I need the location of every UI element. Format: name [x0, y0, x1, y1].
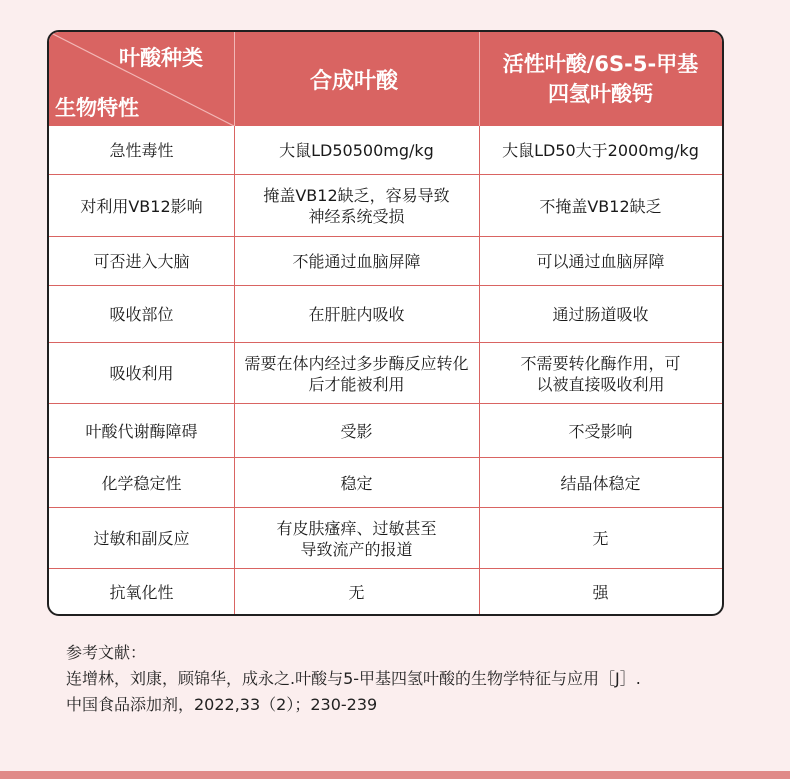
table-row: [49, 174, 722, 237]
table-row: [49, 507, 722, 569]
active-value: 结晶体稳定: [560, 473, 641, 493]
header-type-label: 叶酸种类: [119, 46, 203, 70]
synthetic-value: [234, 508, 479, 569]
active-value: 可以通过血脑屏障: [536, 252, 665, 271]
header-active-folate-text: 活性叶酸/6S-5-甲基四氢叶酸钙: [502, 52, 699, 106]
table-row: [49, 285, 722, 343]
references-title: 参考文献：: [66, 643, 147, 662]
active-value: 大鼠LD50大于2000mg/kg: [502, 140, 699, 160]
synthetic-value-text: 掩盖VB12缺乏，容易导致神经系统受损: [263, 186, 450, 226]
synthetic-value: 在肝脏内吸收: [308, 305, 405, 324]
synthetic-value: 无: [348, 582, 365, 602]
table-row: [49, 126, 722, 174]
comparison-table: [47, 30, 724, 616]
synthetic-value-text: 有皮肤瘙痒、过敏甚至导致流产的报道: [276, 518, 437, 559]
table-header: [49, 32, 722, 126]
row-label: 抗氧化性: [109, 582, 174, 602]
row-label: 过敏和副反应: [93, 529, 190, 548]
table-row: [49, 342, 722, 404]
row-label: 对利用VB12影响: [80, 196, 203, 216]
table-row: [49, 403, 722, 458]
reference-line: 中国食品添加剂，2022,33（2）；230-239: [66, 695, 378, 714]
header-property-label: 生物特性: [55, 96, 139, 120]
synthetic-value-text: 需要在体内经过多步酶反应转化后才能被利用: [244, 353, 469, 394]
active-value: [479, 343, 722, 404]
header-active-folate: [479, 32, 722, 126]
row-label: 吸收利用: [109, 364, 174, 383]
row-label: 叶酸代谢酶障碍: [85, 421, 198, 441]
active-value: 不掩盖VB12缺乏: [539, 196, 662, 216]
active-value-text: 不需要转化酶作用，可以被直接吸收利用: [520, 353, 681, 394]
row-label: 可否进入大脑: [93, 252, 190, 271]
synthetic-value: [234, 175, 479, 237]
synthetic-value: 稳定: [340, 473, 373, 493]
synthetic-value: 大鼠LD50500mg/kg: [279, 140, 434, 160]
table-row: [49, 457, 722, 508]
reference-line: 连增林，刘康，顾锦华，成永之.叶酸与5-甲基四氢叶酸的生物学特征与应用［J］.: [66, 669, 641, 688]
row-label: 吸收部位: [109, 305, 174, 324]
header-synthetic-folate: 合成叶酸: [309, 68, 398, 94]
active-value: 强: [592, 582, 609, 602]
bottom-accent-bar: [0, 771, 790, 779]
active-value: 无: [592, 529, 609, 548]
active-value: 通过肠道吸收: [552, 305, 649, 324]
table-row: [49, 568, 722, 615]
synthetic-value: [234, 343, 479, 404]
row-label: 急性毒性: [109, 140, 174, 160]
synthetic-value: 不能通过血脑屏障: [292, 252, 421, 271]
column-divider: [234, 126, 235, 614]
row-label: 化学稳定性: [101, 473, 182, 493]
synthetic-value: 受影: [340, 421, 373, 441]
references: [66, 640, 766, 718]
active-value: 不受影响: [568, 421, 633, 441]
column-divider: [479, 126, 480, 614]
table-row: [49, 236, 722, 286]
